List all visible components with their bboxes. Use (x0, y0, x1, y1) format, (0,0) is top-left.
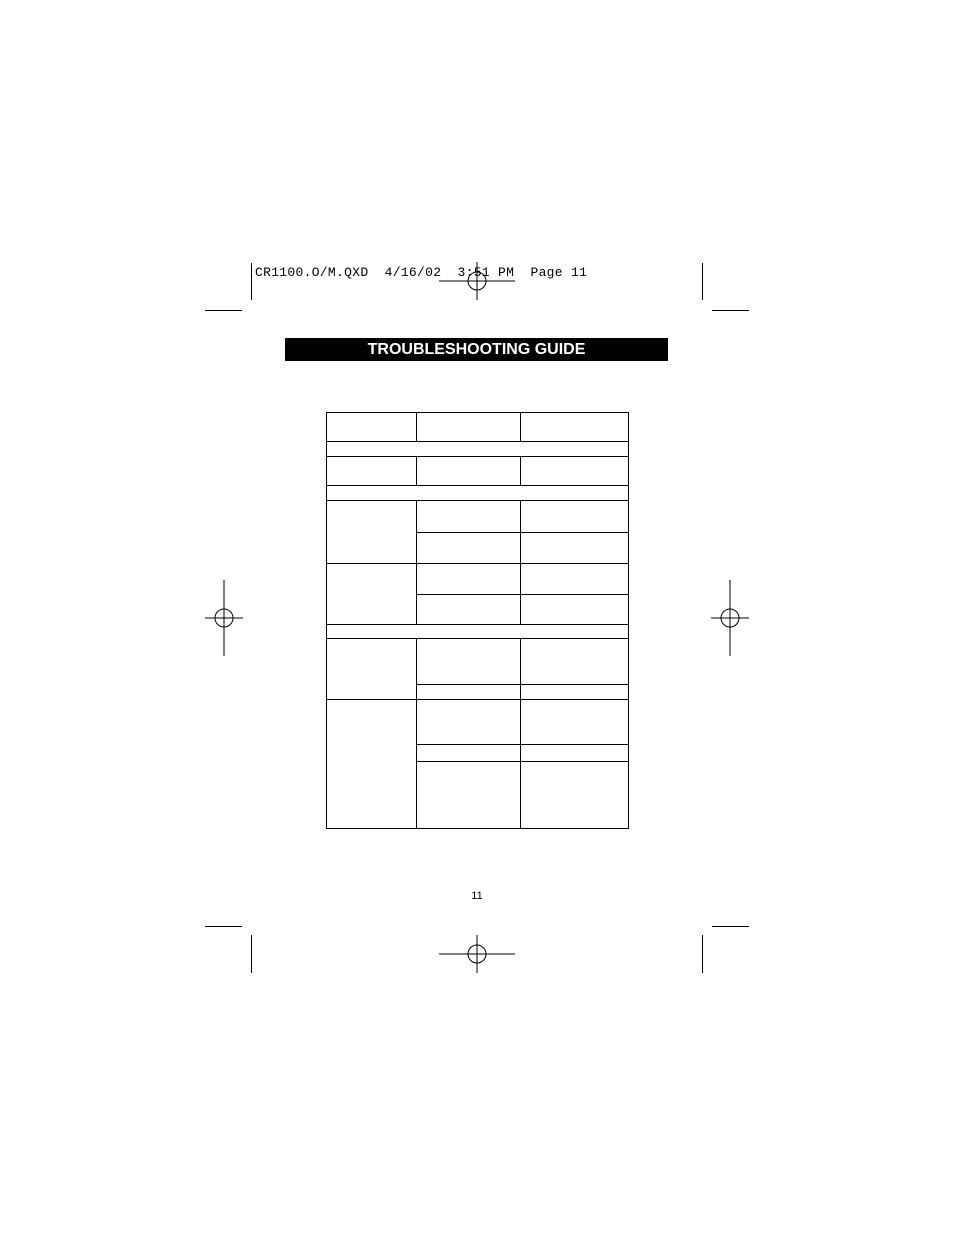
table-row (416, 638, 521, 685)
table-section-row (326, 441, 629, 457)
table-row (416, 594, 521, 625)
table-row (416, 563, 521, 595)
table-row (520, 563, 629, 595)
table-row (520, 532, 629, 564)
table-header-cell (416, 412, 521, 442)
table-row (416, 761, 521, 829)
page-number: 11 (471, 890, 483, 902)
table-row (416, 744, 521, 762)
table-row (520, 761, 629, 829)
registration-mark-bottom-icon (439, 935, 515, 973)
crop-mark-top-right-horizontal (712, 310, 749, 311)
crop-mark-bottom-right-vertical (702, 935, 703, 973)
slug-date: 4/16/02 (384, 265, 442, 280)
table-row (520, 744, 629, 762)
crop-mark-top-left-vertical (251, 263, 252, 300)
slug-page: Page 11 (530, 265, 588, 280)
table-row (520, 684, 629, 700)
crop-mark-bottom-right-horizontal (712, 926, 749, 927)
registration-mark-top-icon (439, 262, 515, 300)
registration-mark-right-icon (711, 580, 749, 656)
table-row (416, 699, 521, 745)
table-row (326, 638, 417, 700)
slug-time: 3:51 PM (457, 265, 515, 280)
crop-mark-top-right-vertical (702, 263, 703, 300)
table-row (326, 456, 417, 486)
crop-mark-top-left-horizontal (205, 310, 242, 311)
page-title: TROUBLESHOOTING GUIDE (285, 338, 668, 361)
table-row (416, 532, 521, 564)
table-row (416, 684, 521, 700)
table-row (416, 456, 521, 486)
table-row (520, 500, 629, 533)
table-row (520, 456, 629, 486)
slug-line (255, 265, 587, 280)
crop-mark-bottom-left-vertical (251, 935, 252, 973)
table-header-cell (520, 412, 629, 442)
slug-filename: CR1100.O/M.QXD (255, 265, 369, 280)
table-row (520, 699, 629, 745)
table-row (416, 500, 521, 533)
table-section-row (326, 624, 629, 639)
table-header-cell (326, 412, 417, 442)
crop-mark-bottom-left-horizontal (205, 926, 242, 927)
table-row (520, 638, 629, 685)
table-row (326, 563, 417, 625)
table-row (520, 594, 629, 625)
table-row (326, 699, 417, 829)
table-row (326, 500, 417, 564)
table-section-row (326, 485, 629, 501)
registration-mark-left-icon (205, 580, 243, 656)
